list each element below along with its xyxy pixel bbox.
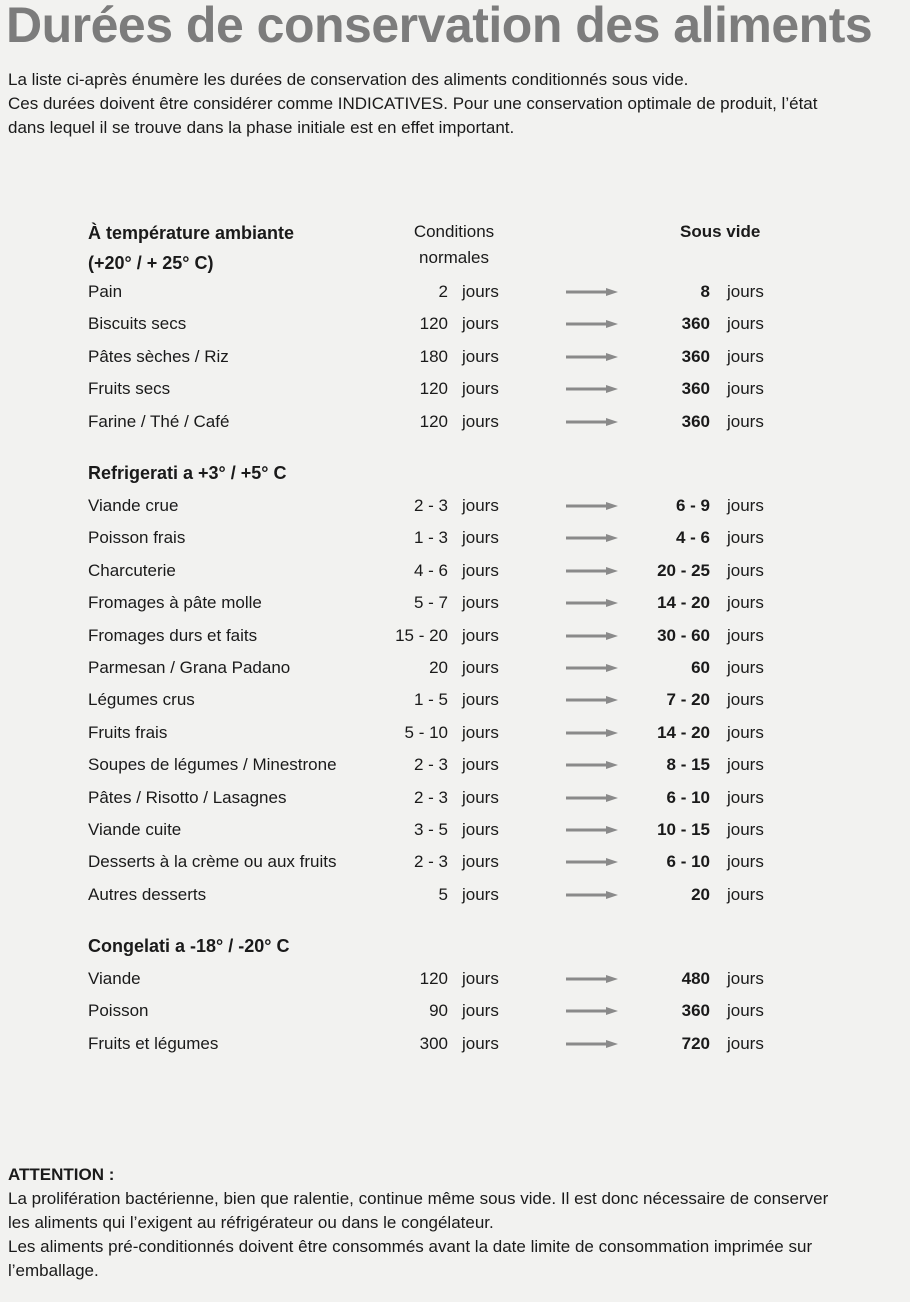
normal-duration-unit: jours (462, 820, 499, 839)
section-heading-ambient (88, 218, 294, 278)
arrow-right-icon (566, 320, 618, 328)
intro-line: dans lequel il se trouve dans la phase initiale est en effet important. (8, 118, 515, 137)
vacuum-duration-value: 720 (681, 1033, 710, 1053)
vacuum-duration-value: 14 - 20 (657, 722, 710, 742)
vacuum-duration-value: 60 (691, 658, 710, 677)
table-row (0, 717, 910, 749)
vacuum-duration-unit: jours (727, 787, 764, 807)
intro-line: Ces durées doivent être considérer comme INDICATIVES. Pour une conservation optimale de produit, l’état (8, 94, 818, 113)
normal-duration-unit: jours (462, 969, 499, 988)
conditions-normales-header (410, 219, 498, 271)
normal-duration-unit: jours (462, 1001, 499, 1021)
normal-duration-value: 120 (419, 969, 448, 988)
food-name: Viande (88, 969, 141, 988)
food-name: Pain (88, 282, 123, 301)
arrow-right-icon (566, 353, 618, 361)
arrow-right-icon (566, 418, 618, 426)
vacuum-duration-value: 20 (691, 884, 710, 904)
normal-duration-unit: jours (462, 560, 499, 580)
vacuum-duration-unit: jours (727, 593, 764, 613)
vacuum-duration-value: 480 (681, 969, 710, 988)
normal-duration-value: 2 (438, 282, 448, 301)
vacuum-duration-unit: jours (727, 560, 764, 580)
arrow-right-icon (566, 567, 618, 575)
attention-note (8, 1163, 903, 1283)
food-name: Poisson (88, 1001, 149, 1021)
vacuum-duration-value: 360 (681, 346, 710, 366)
arrow-right-icon (566, 502, 618, 510)
normal-duration-value: 2 - 3 (413, 755, 448, 775)
normal-duration-unit: jours (462, 852, 499, 872)
normal-duration-value: 2 - 3 (413, 787, 448, 807)
normal-duration-unit: jours (462, 625, 499, 645)
vacuum-duration-unit: jours (727, 346, 764, 366)
attention-line: Les aliments pré-conditionnés doivent être consommés avant la date limite de consommation imprimée sur (8, 1237, 813, 1256)
arrow-right-icon (566, 729, 618, 737)
normal-duration-unit: jours (462, 346, 499, 366)
normal-duration-value: 300 (419, 1033, 448, 1053)
normal-duration-value: 4 - 6 (413, 560, 448, 580)
vacuum-duration-unit: jours (727, 884, 764, 904)
food-name: Fruits secs (88, 379, 171, 399)
vacuum-duration-unit: jours (727, 755, 764, 775)
attention-line: l’emballage. (8, 1261, 99, 1280)
vacuum-duration-value: 7 - 20 (666, 690, 710, 710)
vacuum-duration-value: 6 - 10 (666, 787, 710, 807)
arrow-right-icon (566, 632, 618, 640)
food-name: Soupes de légumes / Minestrone (88, 755, 337, 775)
header-line: normales (419, 248, 489, 267)
normal-duration-value: 15 - 20 (395, 625, 448, 645)
arrow-right-icon (566, 1007, 618, 1015)
vacuum-duration-unit: jours (727, 379, 764, 399)
arrow-right-icon (566, 664, 618, 672)
arrow-right-icon (566, 1040, 618, 1048)
food-name: Viande crue (88, 496, 179, 515)
section-heading-line: (+20° / + 25° C) (88, 253, 214, 273)
arrow-right-icon (566, 696, 618, 704)
table-row (0, 814, 910, 846)
intro-line: La liste ci-après énumère les durées de conservation des aliments conditionnés sous vide. (8, 70, 689, 89)
vacuum-duration-value: 8 - 15 (666, 755, 710, 775)
vacuum-duration-value: 6 - 9 (675, 496, 710, 515)
header-line: Conditions (413, 222, 495, 241)
normal-duration-unit: jours (462, 314, 499, 334)
arrow-right-icon (566, 288, 618, 296)
normal-duration-unit: jours (462, 787, 499, 807)
vacuum-duration-unit: jours (727, 722, 764, 742)
normal-duration-value: 1 - 5 (413, 690, 448, 710)
arrow-right-icon (566, 599, 618, 607)
table-row (0, 879, 910, 911)
section-heading-line: À température ambiante (88, 223, 295, 243)
table-row (0, 522, 910, 554)
vacuum-duration-unit: jours (727, 1001, 764, 1021)
arrow-right-icon (566, 858, 618, 866)
vacuum-duration-unit: jours (727, 314, 764, 334)
vacuum-duration-value: 6 - 10 (666, 852, 710, 872)
vacuum-duration-unit: jours (727, 852, 764, 872)
food-name: Fromages durs et faits (88, 625, 258, 645)
food-name: Poisson frais (88, 528, 186, 548)
normal-duration-unit: jours (462, 496, 499, 515)
table-row (0, 652, 910, 684)
normal-duration-unit: jours (462, 379, 499, 399)
normal-duration-unit: jours (462, 411, 499, 431)
food-name: Parmesan / Grana Padano (88, 658, 291, 677)
arrow-right-icon (566, 891, 618, 899)
sous-vide-header: Sous vide (680, 222, 761, 241)
arrow-right-icon (566, 761, 618, 769)
table-row (0, 995, 910, 1027)
food-name: Fromages à pâte molle (88, 593, 262, 613)
attention-line: les aliments qui l’exigent au réfrigérateur ou dans le congélateur. (8, 1213, 494, 1232)
attention-title: ATTENTION : (8, 1165, 115, 1184)
normal-duration-unit: jours (462, 658, 499, 677)
food-name: Farine / Thé / Café (88, 411, 230, 431)
normal-duration-value: 5 - 10 (404, 722, 448, 742)
normal-duration-value: 90 (429, 1001, 448, 1021)
vacuum-duration-unit: jours (727, 528, 764, 548)
table-row (0, 749, 910, 781)
arrow-right-icon (566, 385, 618, 393)
table-row (0, 490, 910, 522)
normal-duration-unit: jours (462, 593, 499, 613)
vacuum-duration-value: 8 (700, 282, 710, 301)
normal-duration-value: 5 (438, 884, 448, 904)
table-row (0, 1028, 910, 1060)
table-row (0, 406, 910, 438)
normal-duration-unit: jours (462, 722, 499, 742)
normal-duration-value: 3 - 5 (413, 820, 448, 839)
arrow-right-icon (566, 794, 618, 802)
arrow-right-icon (566, 975, 618, 983)
normal-duration-value: 120 (419, 379, 448, 399)
normal-duration-value: 20 (429, 658, 448, 677)
section-heading: Refrigerati a +3° / +5° C (88, 463, 287, 483)
intro-text (8, 68, 903, 140)
normal-duration-unit: jours (462, 528, 499, 548)
normal-duration-unit: jours (462, 1033, 499, 1053)
normal-duration-unit: jours (462, 755, 499, 775)
vacuum-duration-value: 360 (681, 1001, 710, 1021)
food-name: Charcuterie (88, 560, 176, 580)
vacuum-duration-unit: jours (727, 411, 764, 431)
vacuum-duration-value: 20 - 25 (657, 560, 710, 580)
vacuum-duration-unit: jours (727, 658, 764, 677)
food-name: Biscuits secs (88, 314, 187, 334)
normal-duration-value: 180 (419, 346, 448, 366)
vacuum-duration-value: 360 (681, 379, 710, 399)
food-name: Légumes crus (88, 690, 195, 710)
vacuum-duration-unit: jours (727, 690, 764, 710)
normal-duration-unit: jours (462, 884, 499, 904)
table-row (0, 684, 910, 716)
food-name: Fruits frais (88, 722, 168, 742)
vacuum-duration-value: 14 - 20 (657, 593, 710, 613)
normal-duration-unit: jours (462, 282, 499, 301)
food-name: Pâtes / Risotto / Lasagnes (88, 787, 287, 807)
vacuum-duration-unit: jours (727, 496, 764, 515)
vacuum-duration-value: 360 (681, 411, 710, 431)
table-row (0, 782, 910, 814)
vacuum-duration-value: 10 - 15 (657, 820, 710, 839)
vacuum-duration-unit: jours (727, 625, 764, 645)
vacuum-duration-unit: jours (727, 1033, 764, 1053)
food-name: Viande cuite (88, 820, 182, 839)
normal-duration-value: 120 (419, 314, 448, 334)
vacuum-duration-unit: jours (727, 820, 764, 839)
table-row (0, 620, 910, 652)
vacuum-duration-value: 360 (681, 314, 710, 334)
table-row (0, 846, 910, 878)
attention-line: La prolifération bactérienne, bien que ralentie, continue même sous vide. Il est donc nécessaire de conserver (8, 1189, 829, 1208)
food-name: Fruits et légumes (88, 1033, 219, 1053)
table-row (0, 373, 910, 405)
food-name: Pâtes sèches / Riz (88, 346, 229, 366)
normal-duration-value: 5 - 7 (413, 593, 448, 613)
normal-duration-value: 120 (419, 411, 448, 431)
table-row (0, 555, 910, 587)
arrow-right-icon (566, 826, 618, 834)
table-row (0, 341, 910, 373)
vacuum-duration-value: 30 - 60 (657, 625, 710, 645)
normal-duration-value: 1 - 3 (413, 528, 448, 548)
section-heading: Congelati a -18° / -20° C (88, 936, 290, 956)
normal-duration-value: 2 - 3 (413, 852, 448, 872)
arrow-right-icon (566, 534, 618, 542)
table-row (0, 963, 910, 995)
vacuum-duration-unit: jours (727, 969, 764, 988)
vacuum-duration-unit: jours (727, 282, 764, 301)
table-row (0, 308, 910, 340)
table-row (0, 587, 910, 619)
food-name: Desserts à la crème ou aux fruits (88, 852, 337, 872)
food-name: Autres desserts (88, 884, 207, 904)
page-title: Durées de conservation des aliments (6, 0, 873, 53)
normal-duration-unit: jours (462, 690, 499, 710)
table-row (0, 276, 910, 308)
normal-duration-value: 2 - 3 (413, 496, 448, 515)
vacuum-duration-value: 4 - 6 (675, 528, 710, 548)
